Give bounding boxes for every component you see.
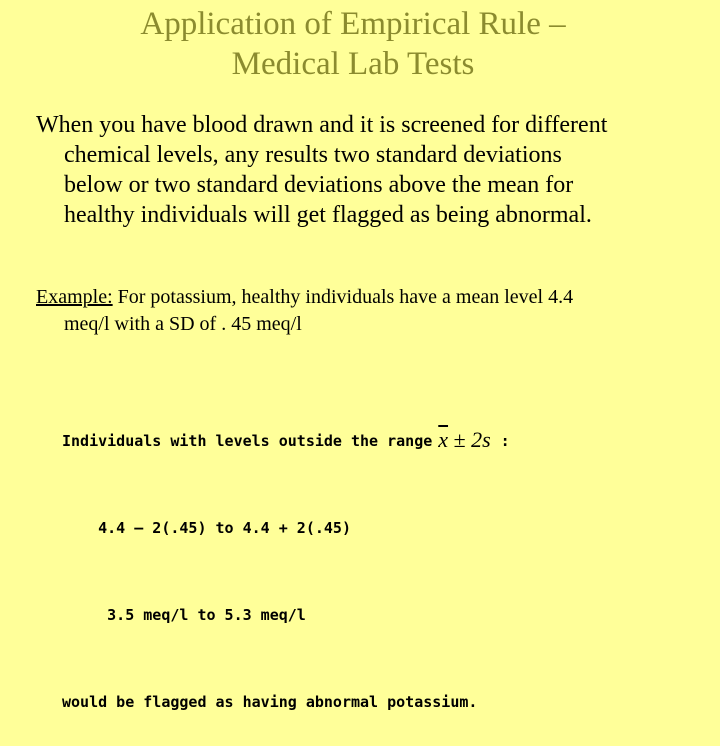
- intro-line-4: healthy individuals will get flagged as being abnormal.: [64, 202, 592, 228]
- example-line-2: meq/l with a SD of . 45 meq/l: [64, 313, 302, 335]
- intro-paragraph: [36, 110, 712, 230]
- calc-step-2: 3.5 meq/l to 5.3 meq/l: [62, 606, 306, 624]
- formula-x-bar: $\overline{x}$: [438, 427, 449, 452]
- example-line-1: [36, 284, 712, 311]
- title-line-1: Application of Empirical Rule –: [140, 6, 566, 42]
- title-line-2: Medical Lab Tests: [231, 46, 475, 82]
- intro-line-3: below or two standard deviations above the mean for: [64, 172, 574, 198]
- calculation-block: [62, 366, 702, 746]
- example-text-1: For potassium, healthy individuals have a mean level 4.4: [112, 286, 574, 308]
- slide-title: [0, 4, 706, 84]
- range-text: Individuals with levels outside the range: [62, 432, 433, 450]
- calc-step-1: 4.4 – 2(.45) to 4.4 + 2(.45): [62, 519, 351, 537]
- range-colon: :: [500, 432, 510, 450]
- example-label: Example:: [36, 286, 113, 308]
- formula-rest: ± 2s: [453, 427, 491, 452]
- intro-line-2: chemical levels, any results two standard deviations: [64, 142, 562, 168]
- mean-plus-minus-2s-formula: [438, 425, 490, 454]
- calc-conclusion: would be flagged as having abnormal potassium.: [62, 693, 478, 711]
- example-paragraph: [36, 284, 712, 338]
- range-line: [62, 424, 702, 456]
- intro-line-1: When you have blood drawn and it is screened for different: [36, 112, 608, 138]
